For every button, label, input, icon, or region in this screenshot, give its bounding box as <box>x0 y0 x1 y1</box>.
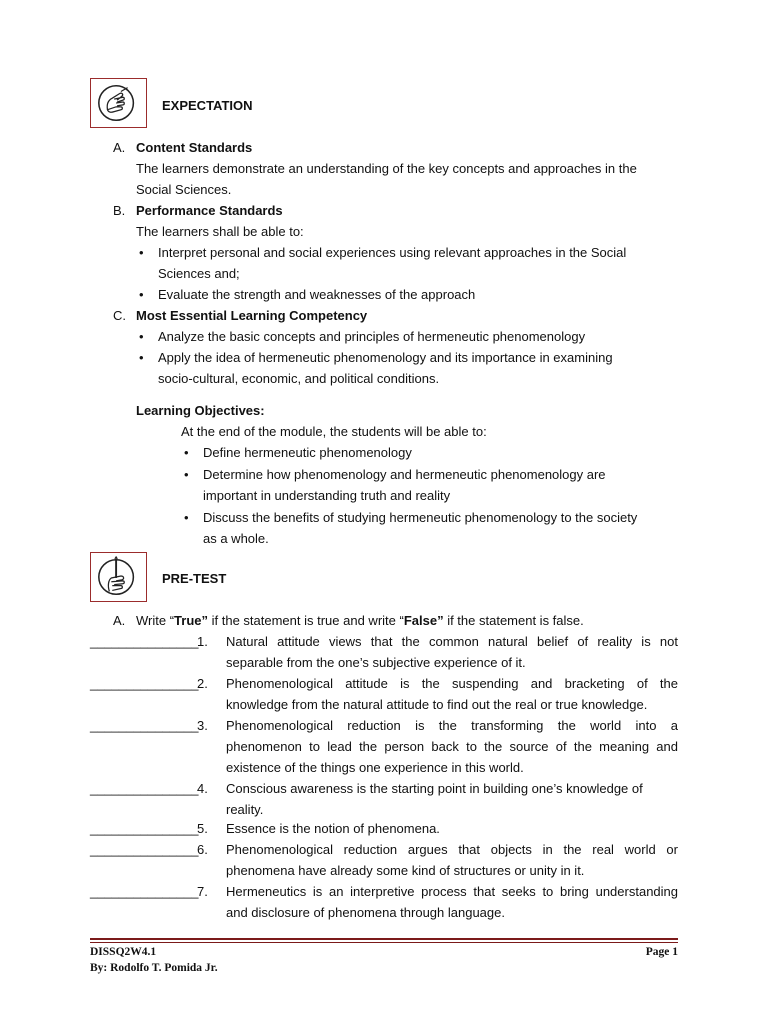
pretest-instruction: Write “True” if the statement is true and write “False” if the statement is false. <box>136 613 584 628</box>
answer-blank-3[interactable]: _______________ <box>90 718 199 733</box>
objective-2-line-1: Determine how phenomenology and hermeneutic phenomenology are <box>203 467 606 482</box>
item-3-line-1: Phenomenological reduction is the transforming the world into a <box>226 718 678 733</box>
bullet-icon: • <box>139 245 144 260</box>
answer-blank-2[interactable]: _______________ <box>90 676 199 691</box>
item-1-line-2: separable from the one’s subjective experience of it. <box>226 655 526 670</box>
item-6-line-1: Phenomenological reduction argues that objects in the real world or <box>226 842 678 857</box>
bullet-icon: • <box>184 445 189 460</box>
bullet-icon: • <box>139 350 144 365</box>
melc-title: Most Essential Learning Competency <box>136 308 368 323</box>
melc-bullet-2-line-1: Apply the idea of hermeneutic phenomenology and its importance in examining <box>158 350 613 365</box>
footer-divider <box>90 938 678 940</box>
item-7-line-2: and disclosure of phenomena through language. <box>226 905 505 920</box>
performance-bullet-2: Evaluate the strength and weaknesses of the approach <box>158 287 476 302</box>
item-number-4: 4. <box>197 781 208 796</box>
section-b-letter: B. <box>113 203 126 218</box>
learning-objectives-title: Learning Objectives: <box>136 403 265 418</box>
performance-bullet-1-line-1: Interpret personal and social experiences using relevant approaches in the Social <box>158 245 627 260</box>
performance-standards-intro: The learners shall be able to: <box>136 224 304 239</box>
item-number-3: 3. <box>197 718 208 733</box>
item-number-7: 7. <box>197 884 208 899</box>
footer-author: By: Rodolfo T. Pomida Jr. <box>90 962 218 974</box>
section-a-letter: A. <box>113 140 126 155</box>
footer-page-number: Page 1 <box>645 946 678 958</box>
item-7-line-1: Hermeneutics is an interpretive process that seeks to bring understanding <box>226 884 678 899</box>
bullet-icon: • <box>139 329 144 344</box>
item-number-6: 6. <box>197 842 208 857</box>
content-standards-title: Content Standards <box>136 140 253 155</box>
item-number-2: 2. <box>197 676 208 691</box>
melc-bullet-2-line-2: socio-cultural, economic, and political conditions. <box>158 371 440 386</box>
melc-bullet-1: Analyze the basic concepts and principles of hermeneutic phenomenology <box>158 329 586 344</box>
answer-blank-5[interactable]: _______________ <box>90 821 199 836</box>
answer-blank-1[interactable]: _______________ <box>90 634 199 649</box>
item-2-line-1: Phenomenological attitude is the suspending and bracketing of the <box>226 676 678 691</box>
item-4-line-1: Conscious awareness is the starting point in building one’s knowledge of <box>226 781 643 796</box>
item-2-line-2: knowledge from the natural attitude to find out the real or true knowledge. <box>226 697 648 712</box>
item-3-line-2: phenomenon to lead the person back to the source of the meaning and <box>226 739 678 754</box>
bullet-icon: • <box>184 510 189 525</box>
bullet-icon: • <box>184 467 189 482</box>
section-c-letter: C. <box>113 308 126 323</box>
item-number-1: 1. <box>197 634 208 649</box>
hand-tapping-icon <box>90 78 147 128</box>
answer-blank-7[interactable]: _______________ <box>90 884 199 899</box>
item-1-line-1: Natural attitude views that the common natural belief of reality is not <box>226 634 678 649</box>
pretest-a-letter: A. <box>113 613 126 628</box>
objective-2-line-2: important in understanding truth and reality <box>203 488 451 503</box>
hand-holding-pencil-icon <box>90 552 147 602</box>
learning-objectives-intro: At the end of the module, the students will be able to: <box>181 424 487 439</box>
item-6-line-2: phenomena have already some kind of structures or unity in it. <box>226 863 585 878</box>
objective-1: Define hermeneutic phenomenology <box>203 445 412 460</box>
performance-standards-title: Performance Standards <box>136 203 283 218</box>
performance-bullet-1-line-2: Sciences and; <box>158 266 240 281</box>
objective-3-line-1: Discuss the benefits of studying hermeneutic phenomenology to the society <box>203 510 638 525</box>
bullet-icon: • <box>139 287 144 302</box>
answer-blank-4[interactable]: _______________ <box>90 781 199 796</box>
item-3-line-3: existence of the things one experience in this world. <box>226 760 524 775</box>
footer-divider-thin <box>90 942 678 943</box>
answer-blank-6[interactable]: _______________ <box>90 842 199 857</box>
item-number-5: 5. <box>197 821 208 836</box>
pretest-title: PRE-TEST <box>162 571 227 586</box>
expectation-title: EXPECTATION <box>162 98 253 113</box>
item-5-line-1: Essence is the notion of phenomena. <box>226 821 440 836</box>
content-standards-text-1: The learners demonstrate an understanding of the key concepts and approaches in the <box>136 161 637 176</box>
footer-module-code: DISSQ2W4.1 <box>90 946 157 958</box>
content-standards-text-2: Social Sciences. <box>136 182 232 197</box>
item-4-line-2: reality. <box>226 802 264 817</box>
objective-3-line-2: as a whole. <box>203 531 269 546</box>
